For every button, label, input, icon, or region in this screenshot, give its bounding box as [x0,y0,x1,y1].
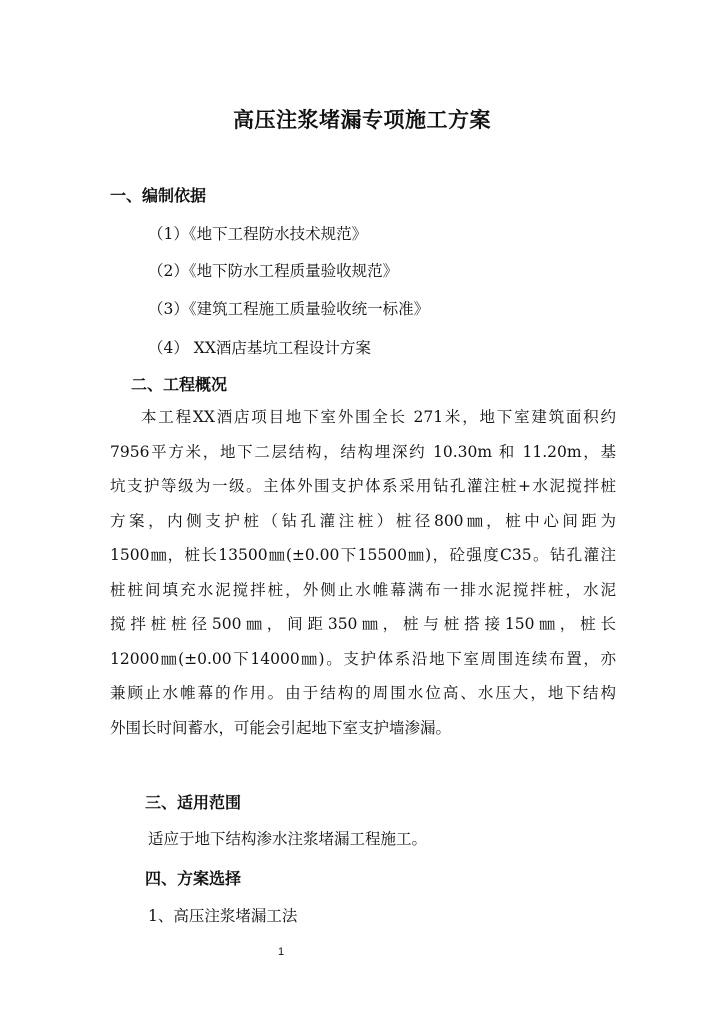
overview-line: 外围长时间蓄水，可能会引起地下室支护墙渗漏。 [110,718,452,737]
overview-line: 12000㎜(±0.00下14000㎜)。支护体系沿地下室周围连续布置，亦 [110,649,616,668]
document-title: 高压注浆堵漏专项施工方案 [233,108,491,132]
basis-item-1: （1）《地下工程防水技术规范》 [148,225,368,243]
section-heading-basis: 一、编制依据 [110,186,207,205]
overview-line: 兼顾止水帷幕的作用。由于结构的周围水位高、水压大，地下结构 [110,684,616,702]
basis-item-2: （2）《地下防水工程质量验收规范》 [148,262,399,280]
overview-line: 本工程XX酒店项目地下室外围全长 271米，地下室建筑面积约 [141,408,616,426]
section-heading-overview: 二、工程概况 [131,375,228,394]
basis-item-3: （3）《建筑工程施工质量验收统一标准》 [148,300,430,318]
scope-text: 适应于地下结构渗水注浆堵漏工程施工。 [148,830,428,848]
overview-line: 1500㎜，桩长13500㎜(±0.00下15500㎜)，砼强度C35。钻孔灌注 [110,546,616,564]
section-heading-scheme: 四、方案选择 [145,869,242,888]
overview-line: 桩桩间填充水泥搅拌桩，外侧止水帷幕满布一排水泥搅拌桩，水泥 [110,580,616,599]
overview-line: 搅拌桩桩径500㎜，间距350㎜，桩与桩搭接150㎜，桩长 [110,615,616,633]
section-heading-scope: 三、适用范围 [145,793,242,812]
overview-paragraph [110,400,616,745]
scheme-subheading: 1、高压注浆堵漏工法 [148,907,298,925]
overview-line: 坑支护等级为一级。主体外围支护体系采用钻孔灌注桩+水泥搅拌桩 [110,477,616,495]
overview-line: 7956平方米，地下二层结构，结构埋深约 10.30m 和 11.20m，基 [110,442,616,461]
page-number: 1 [277,946,285,958]
overview-line: 方案，内侧支护桩（钻孔灌注桩）桩径800㎜，桩中心间距为 [110,511,616,530]
basis-item-4: （4） XX酒店基坑工程设计方案 [148,339,371,357]
